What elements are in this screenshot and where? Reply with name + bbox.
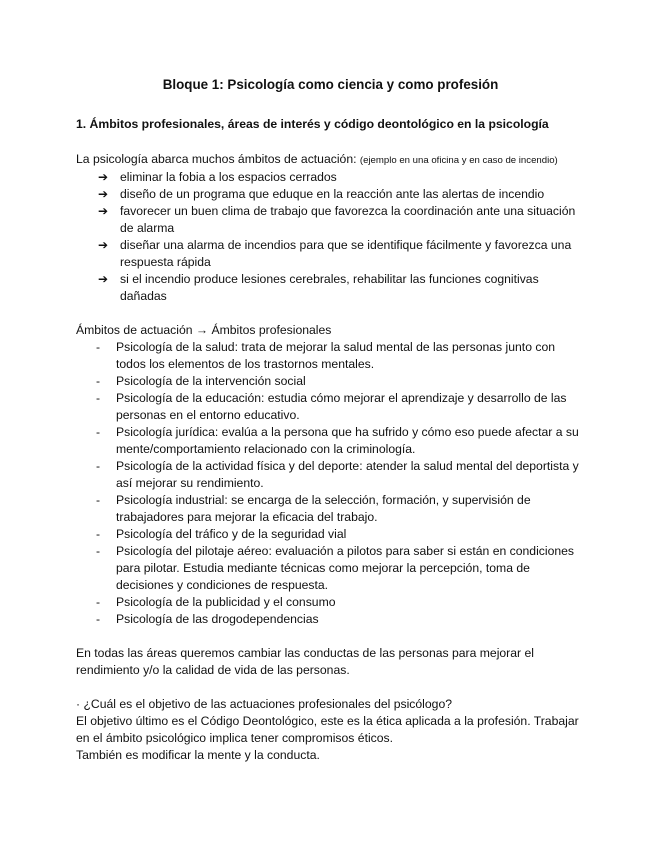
list-item xyxy=(76,373,585,390)
dash-marker: - xyxy=(96,493,101,507)
list-item xyxy=(76,492,585,526)
answer-line: También es modificar la mente y la conducta. xyxy=(76,748,320,762)
arrow-icon: ➔ xyxy=(98,272,109,286)
dash-marker: - xyxy=(96,391,101,405)
dash-marker: - xyxy=(96,374,101,388)
list-item-text: Psicología industrial: se encarga de la selección, formación, y supervisión de trabajadores para mejorar la eficacia del trabajo. xyxy=(116,493,531,524)
dash-marker: - xyxy=(96,595,101,609)
list-item xyxy=(76,186,585,203)
dash-marker: - xyxy=(96,340,101,354)
dash-marker: - xyxy=(96,527,101,541)
list-item xyxy=(76,203,585,237)
list-item-text: favorecer un buen clima de trabajo que favorezca la coordinación ante una situación de alarma xyxy=(120,204,576,235)
list-item-text: Psicología del tráfico y de la seguridad vial xyxy=(116,527,347,541)
areas-paragraph: En todas las áreas queremos cambiar las conductas de las personas para mejorar el rendimiento y/o la calidad de vida de las personas. xyxy=(76,646,534,677)
intro-note: (ejemplo en una oficina y en caso de incendio) xyxy=(359,155,558,166)
arrow-icon: ➔ xyxy=(98,238,109,252)
list-item-text: Psicología de la educación: estudia cómo mejorar el aprendizaje y desarrollo de las personas en el entorno educativo. xyxy=(116,391,567,422)
list-item-text: Psicología de la publicidad y el consumo xyxy=(116,595,336,609)
list-item-text: Psicología del pilotaje aéreo: evaluación a pilotos para saber si están en condiciones para pilotar. Estudia mediante técnicas como mejorar la percepción, toma de decisiones y condiciones de respuesta. xyxy=(116,544,575,592)
list-item-text: diseñar una alarma de incendios para que se identifique fácilmente y favorezca una respuesta rápida xyxy=(120,238,572,269)
list-item-text: Psicología jurídica: evalúa a la persona que ha sufrido y cómo eso puede afectar a su mente/comportamiento relacionado con la criminología. xyxy=(116,425,579,456)
list-item xyxy=(76,543,585,594)
list-item xyxy=(76,390,585,424)
dash-marker: - xyxy=(96,459,101,473)
document-title: Bloque 1: Psicología como ciencia y como profesión xyxy=(162,77,499,92)
dash-list xyxy=(76,339,585,628)
arrow-icon: ➔ xyxy=(98,187,109,201)
list-item-text: Psicología de la intervención social xyxy=(116,374,306,388)
list-item xyxy=(76,526,585,543)
list-item xyxy=(76,237,585,271)
list-item xyxy=(76,458,585,492)
question-text: · ¿Cuál es el objetivo de las actuaciones profesionales del psicólogo? xyxy=(76,697,453,711)
list-item-text: Psicología de la salud: trata de mejorar la salud mental de las personas junto con todos los elementos de los trastornos mentales. xyxy=(116,340,556,371)
ambitos-heading: Ámbitos de actuación → Ámbitos profesionales xyxy=(76,323,332,337)
dash-marker: - xyxy=(96,544,101,558)
list-item-text: Psicología de la actividad física y del deporte: atender la salud mental del deportista y así mejorar su rendimiento. xyxy=(116,459,579,490)
intro-text: La psicología abarca muchos ámbitos de actuación: xyxy=(76,152,357,166)
list-item-text: diseño de un programa que eduque en la reacción ante las alertas de incendio xyxy=(120,187,545,201)
list-item-text: Psicología de las drogodependencias xyxy=(116,612,319,626)
intro-paragraph xyxy=(76,151,585,169)
list-item xyxy=(76,271,585,305)
answer-line: El objetivo último es el Código Deontológico, este es la ética aplicada a la profesión. Trabajar en el ámbito psicológico implica tener compromisos éticos. xyxy=(76,714,579,745)
list-item xyxy=(76,611,585,628)
list-item xyxy=(76,424,585,458)
arrow-icon: ➔ xyxy=(98,170,109,184)
list-item xyxy=(76,169,585,186)
section-title: 1. Ámbitos profesionales, áreas de interés y código deontológico en la psicología xyxy=(76,117,549,131)
list-item-text: si el incendio produce lesiones cerebrales, rehabilitar las funciones cognitivas dañadas xyxy=(120,272,539,303)
dash-marker: - xyxy=(96,612,101,626)
list-item xyxy=(76,339,585,373)
dash-marker: - xyxy=(96,425,101,439)
list-item xyxy=(76,594,585,611)
arrow-list xyxy=(76,169,585,305)
list-item-text: eliminar la fobia a los espacios cerrados xyxy=(120,170,337,184)
arrow-icon: ➔ xyxy=(98,204,109,218)
